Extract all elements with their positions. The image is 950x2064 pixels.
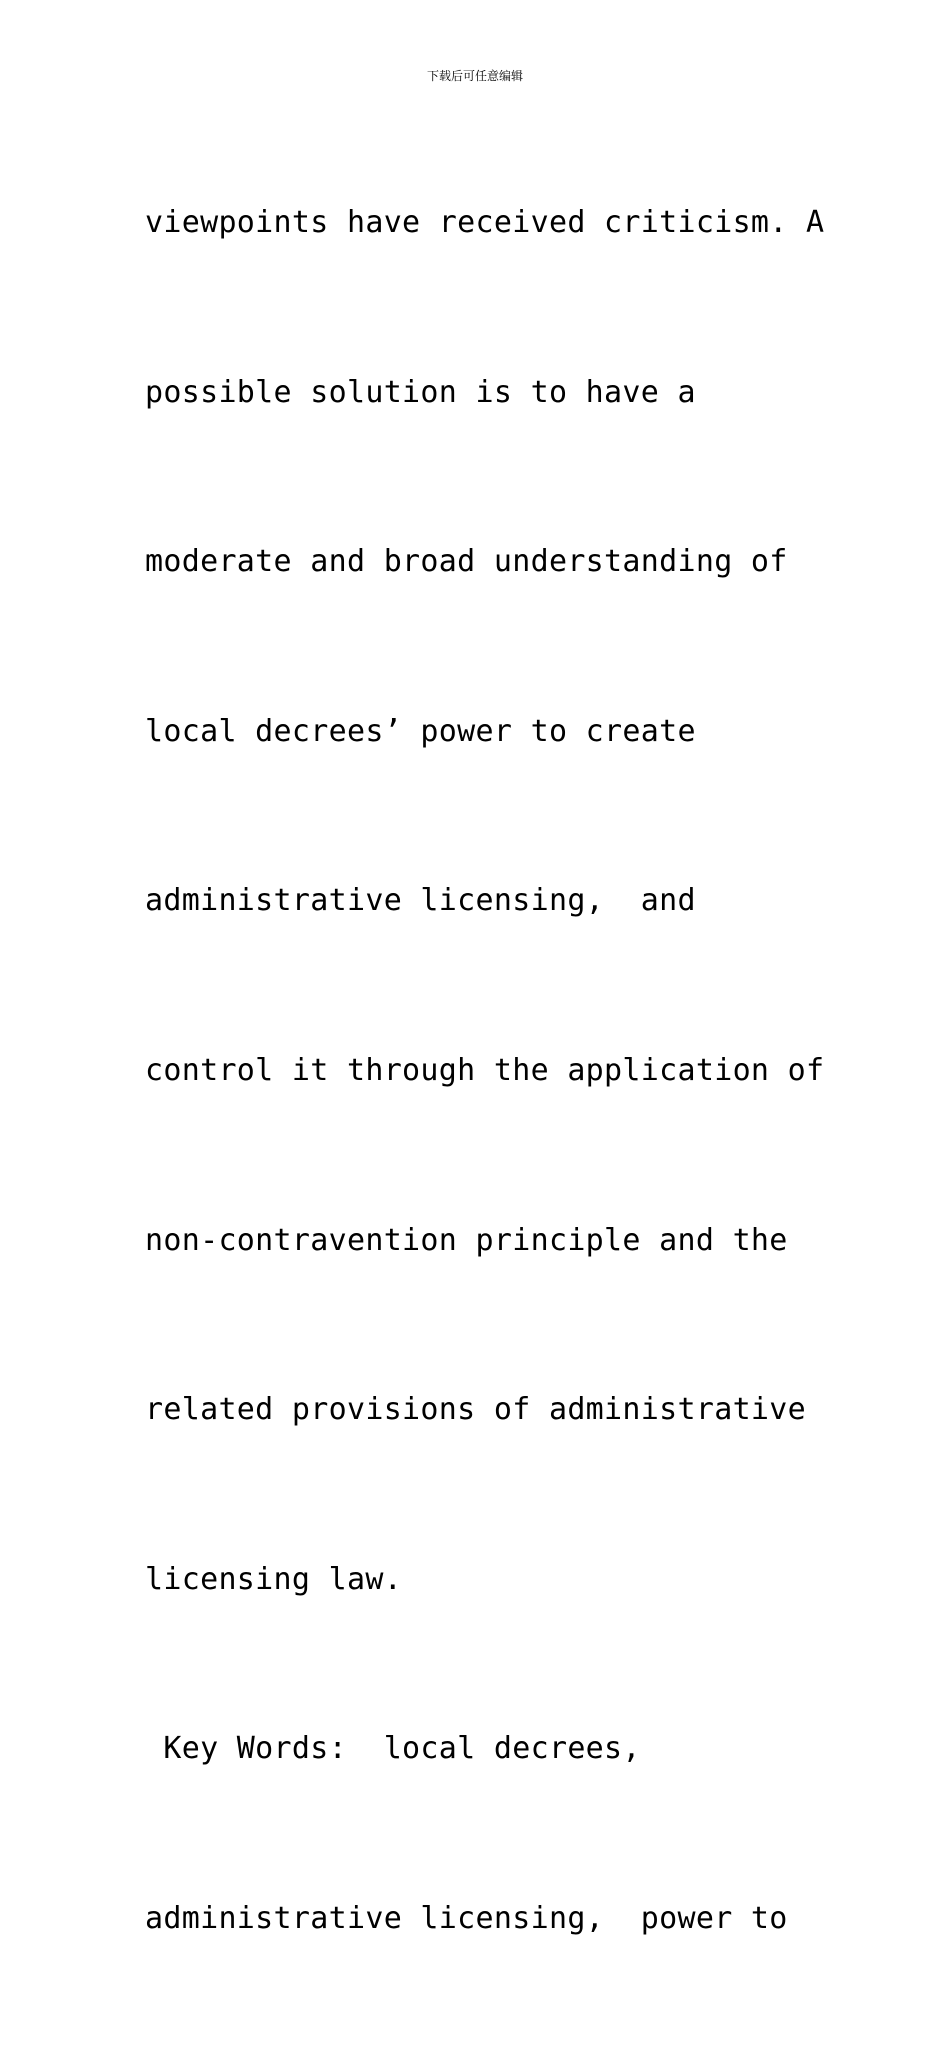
text-line: non-contravention principle and the [145,1222,788,1258]
text-line: administrative licensing, power to [145,1900,788,1936]
text-line: possible solution is to have a [145,374,696,410]
text-line: related provisions of administrative [145,1392,807,1428]
text-line: local decrees’ power to create [145,713,696,749]
text-line: administrative licensing, and [145,883,696,919]
text-line: licensing law. [145,1561,403,1597]
abstract-text [145,128,905,2064]
text-line: moderate and broad understanding of [145,544,788,580]
page-header: 下载后可任意编辑 [426,69,523,83]
text-line: viewpoints have received criticism. A [145,205,825,240]
text-line: control it through the application of [145,1052,825,1088]
keywords-line: Key Words: local decrees, [145,1731,641,1767]
